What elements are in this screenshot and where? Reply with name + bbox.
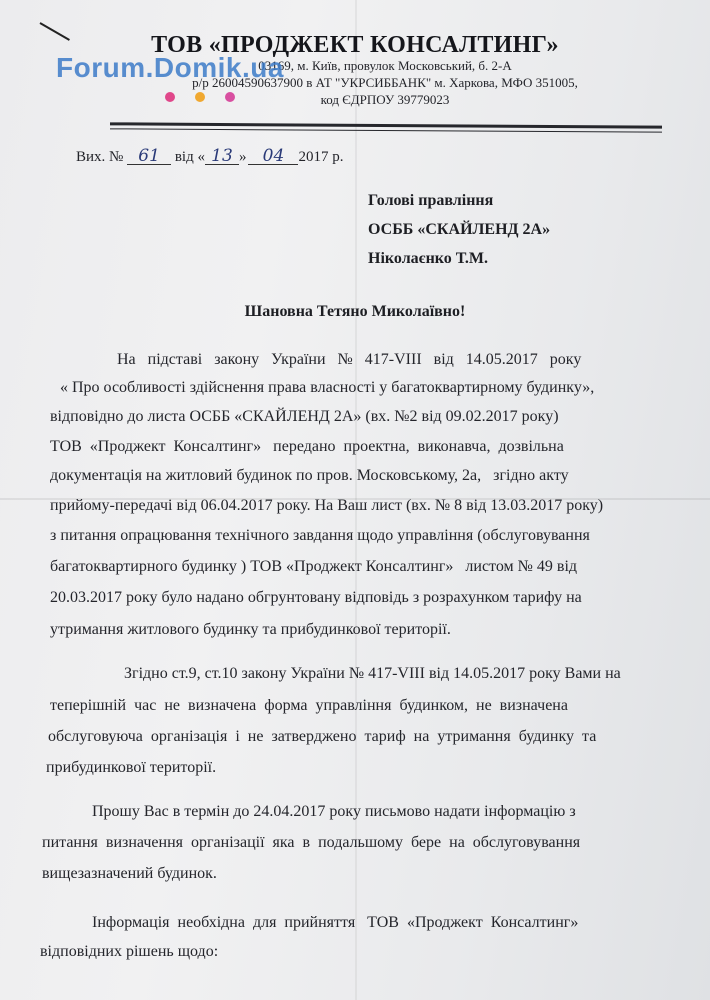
body-line: обслуговуюча організація і не затверджено тариф на утримання будинку та — [48, 728, 597, 745]
letterhead-rule — [110, 122, 662, 128]
body-line: ТОВ «Проджект Консалтинг» передано проектна, виконавча, дозвільна — [50, 438, 564, 455]
outgoing-month: 04 — [248, 148, 298, 165]
body-line: прибудинкової території. — [46, 759, 217, 776]
outgoing-prefix: Вих. № — [76, 149, 124, 165]
outgoing-number: 61 — [127, 148, 171, 165]
body-line: « Про особливості здійснення права власності у багатоквартирному будинку», — [60, 379, 595, 396]
body-line: документація на житловий будинок по пров. Московському, 2а, згідно акту — [50, 467, 569, 484]
body-line: утримання житлового будинку та прибудинкової території. — [50, 621, 451, 638]
company-name: ТОВ «ПРОДЖЕКТ КОНСАЛТИНГ» — [151, 32, 559, 58]
body-line: Прошу Вас в термін до 24.04.2017 року письмово надати інформацію з — [92, 803, 576, 820]
watermark-dot — [225, 92, 235, 102]
body-line: питання визначення організації яка в подальшому бере на обслуговування — [42, 834, 581, 851]
watermark-dot — [195, 92, 205, 102]
body-line: багатоквартирного будинку ) ТОВ «Проджект Консалтинг» листом № 49 від — [50, 558, 578, 575]
body-line: Інформація необхідна для прийняття ТОВ «Проджект Консалтинг» — [92, 914, 579, 931]
body-line: відповідних рішень щодо: — [40, 943, 219, 960]
greeting: Шановна Тетяно Миколаївно! — [244, 303, 466, 320]
date-close-quote: » — [238, 149, 247, 165]
address-line-1: 03169, м. Київ, провулок Московський, б. 2-А — [258, 58, 512, 73]
watermark-dots — [165, 89, 255, 107]
body-line: з питання опрацювання технічного завдання щодо управління (обслуговування — [50, 527, 590, 544]
body-line: теперішній час не визначена форма управління будинком, не визначена — [50, 697, 568, 714]
addressee-position: Голові правління — [368, 192, 494, 209]
body-line: На підставі закону України № 417-VIII від 14.05.2017 року — [117, 351, 582, 368]
body-line: відповідно до листа ОСББ «СКАЙЛЕНД 2А» (вх. №2 від 09.02.2017 року) — [50, 408, 559, 425]
address-line-3: код ЄДРПОУ 39779023 — [320, 92, 450, 107]
outgoing-reference — [76, 148, 343, 166]
outgoing-year: 2017 р. — [298, 149, 344, 165]
addressee-name: Ніколаєнко Т.М. — [368, 250, 488, 267]
forum-watermark: Forum.Domik.ua — [56, 52, 284, 83]
letterhead-rule-thin — [110, 128, 662, 132]
outgoing-from-label: від — [174, 149, 194, 165]
body-line: вищезазначений будинок. — [42, 865, 217, 882]
body-line: Згідно ст.9, ст.10 закону України № 417-VIII від 14.05.2017 року Вами на — [124, 665, 621, 682]
outgoing-day: 13 — [205, 148, 239, 165]
address-line-2: р/р 26004590637900 в АТ "УКРСИББАНК" м. Харкова, МФО 351005, — [192, 75, 578, 90]
watermark-dot — [165, 92, 175, 102]
date-open-quote: « — [197, 149, 205, 165]
addressee-organization: ОСББ «СКАЙЛЕНД 2А» — [368, 221, 551, 238]
body-line: 20.03.2017 року було надано обгрунтовану відповідь з розрахунком тарифу на — [50, 589, 582, 606]
body-line: прийому-передачі від 06.04.2017 року. На Ваш лист (вх. № 8 від 13.03.2017 року) — [50, 497, 604, 514]
